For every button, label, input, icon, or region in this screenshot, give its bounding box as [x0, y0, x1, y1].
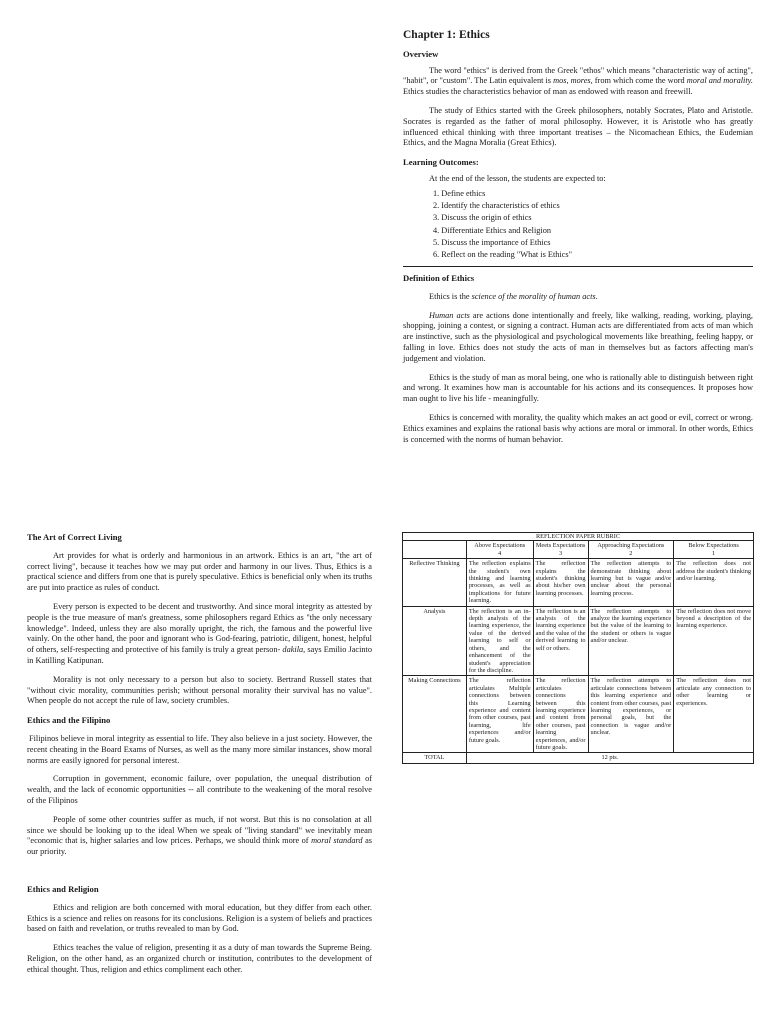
religion-paragraph-1: Ethics and religion are both concerned with moral education, but they differ from each other. Ethics is a science and relies on reasons for its conclusions. Religion is a system of beliefs and practices based on faith and revelation, or truths revealed to man by God.	[27, 902, 372, 934]
table-cell: The reflection is an in-depth analysis of the learning experience, the value of the derived learning to self or others, and the enhancement of the student's appreciation for the discipline.	[466, 606, 533, 676]
column-header	[466, 541, 533, 559]
religion-paragraph-2: Ethics teaches the value of religion, presenting it as a duty of man towards the Supreme Being. Religion, on the other hand, as an organized church or institution, contributes to the development of ethical thought. Thus, religion and ethics compliment each other.	[27, 943, 372, 974]
table-cell: The reflection articulates Multiple connections between this Learning experience and content from other courses, past learning, life experiences and/or future goals.	[466, 676, 533, 753]
total-value: 12 pts.	[466, 753, 753, 763]
total-label: TOTAL	[403, 753, 467, 763]
empty-header-cell	[403, 541, 467, 559]
column-label: Approaching Expectations	[597, 542, 665, 550]
criterion-cell: Analysis	[403, 606, 467, 676]
ethics-filipino-heading: Ethics and the Filipino	[27, 715, 111, 726]
column-header	[533, 541, 588, 559]
definition-paragraph-2: Human acts are actions done intentionally and freely, like walking, reading, working, playing, shopping, joining a contest, or signing a contract. Human acts are differentiated from acts of man which are instinctive, such as the physiological and psychological movements like breathing, feeling happy, or falling in love. Ethics does not study the acts of man in themselves but as factors affecting man's judgement and violation.	[403, 310, 753, 363]
ethics-religion-heading: Ethics and Religion	[27, 883, 99, 894]
divider	[403, 266, 753, 267]
overview-heading: Overview	[403, 48, 439, 59]
filipino-paragraph-2: Corruption in government, economic failure, over population, the unequal distribution of wealth, and the lack of economic opportunities -- all contribute to the weakening of the moral resolve of the Filipinos	[27, 774, 372, 805]
column-header	[674, 541, 754, 559]
column-points: 1	[712, 549, 716, 557]
table-cell: The reflection attempts to demonstrate thinking about learning but is vague and/or unclear about the personal learning process.	[588, 559, 674, 606]
left-article	[27, 532, 372, 976]
list-item: 3. Discuss the origin of ethics	[433, 213, 532, 223]
overview-paragraph-1: The word "ethics" is derived from the Greek "ethos" which means "characteristic way of acting", "habit", or "custom". The Latin equivalent is mos, mores, from which come the word moral and morality. Ethics studies the characteristics behavior of man as endowed with reason and freewill.	[403, 65, 753, 97]
column-label: Above Expectations	[474, 542, 526, 550]
art-paragraph-3: Morality is not only necessary to a person but also to society. Bertrand Russell states that "without civic morality, communities perish; without personal morality their survival has no value". When people do not accept the rule of law, society crumbles.	[27, 674, 372, 706]
definition-paragraph-4: Ethics is concerned with morality, the quality which makes an act good or evil, correct or wrong. Ethics examines and explains the rational basis why actions are moral or immoral. In other words, Ethics is concerned with the norms of human behavior.	[403, 413, 753, 444]
learning-outcomes-heading: Learning Outcomes:	[403, 157, 479, 168]
definition-paragraph-1: Ethics is the science of the morality of human acts.	[429, 291, 598, 301]
table-cell: The reflection does not articulate any connection to other learning or experiences.	[674, 676, 754, 753]
list-item: 6. Reflect on the reading "What is Ethics"	[433, 250, 573, 260]
table-title-row	[403, 533, 754, 541]
table-cell: The reflection does not address the student's thinking and/or learning.	[674, 559, 754, 606]
list-item: 2. Identify the characteristics of ethics	[433, 201, 560, 211]
filipino-paragraph-3: People of some other countries suffer as much, if not worst. But this is no consolation at all since we should be looking up to the ideal When we speak of "living standard" we inevitably mean "economic that is, higher salaries and low prices. Perhaps, we should think more of moral standard as our priority.	[27, 814, 372, 857]
art-paragraph-1: Art provides for what is orderly and harmonious in an artwork. Ethics is an art, "the art of correct living", because it teaches how we may put order and harmony in our lives. Thus, Ethics is a practical science and differs from one that is purely speculative. Ethics is beneficial only when its truths are put into practice as rules of conduct.	[27, 550, 372, 593]
table-row	[403, 559, 754, 606]
table-cell: The reflection attempts to articulate connections between this learning experience and content from other courses, past learning experiences, or personal goals, but the connection is vague and/or unclear.	[588, 676, 674, 753]
column-points: 2	[629, 549, 633, 557]
table-cell: The reflection explains the student's thinking about his/her own learning processes.	[533, 559, 588, 606]
table-total-row	[403, 753, 754, 763]
table-row	[403, 606, 754, 676]
chapter-title: Chapter 1: Ethics	[403, 29, 490, 41]
table-header-row	[403, 541, 754, 559]
filipino-paragraph-1: Filipinos believe in moral integrity as essential to life. They also believe in a just society. However, the recent cheating in the Board Exams of Nurses, as well as the many more similar instances, show moral norms are easily ignored for personal interest.	[27, 733, 372, 765]
chapter-section	[403, 30, 753, 445]
column-header	[588, 541, 674, 559]
column-points: 4	[498, 549, 502, 557]
list-item: 4. Differentiate Ethics and Religion	[433, 225, 552, 235]
criterion-cell: Making Connections	[403, 676, 467, 753]
definition-heading: Definition of Ethics	[403, 273, 475, 284]
reflection-rubric-table	[402, 532, 754, 764]
rubric-title: REFLECTION PAPER RUBRIC	[403, 533, 754, 541]
list-item: 5. Discuss the importance of Ethics	[433, 237, 551, 247]
table-cell: The reflection does not move beyond a description of the learning experience.	[674, 606, 754, 676]
definition-paragraph-3: Ethics is the study of man as moral being, one who is rationally able to distinguish between right and wrong. It examines how man is accountable for his actions and its consequences. It proposes how man ought to live his life - meaningfully.	[403, 372, 753, 404]
art-of-correct-living-heading: The Art of Correct Living	[27, 532, 122, 542]
table-cell: The reflection is an analysis of the learning experience and the value of the derived learning to self or others.	[533, 606, 588, 676]
table-cell: The reflection attempts to analyze the learning experience but the value of the learning to the student or others is vague and/or unclear.	[588, 606, 674, 676]
column-points: 3	[559, 549, 563, 557]
table-row	[403, 676, 754, 753]
column-label: Meets Expectations	[535, 542, 586, 550]
table-cell: The reflection articulates connections between this learning experience and content from other courses, past learning experiences, and/or future goals.	[533, 676, 588, 753]
learning-outcomes-intro: At the end of the lesson, the students are expected to:	[429, 173, 606, 183]
learning-outcomes-list	[433, 189, 753, 261]
overview-paragraph-2: The study of Ethics started with the Greek philosophers, notably Socrates, Plato and Aristotle. Socrates is regarded as the father of moral philosophy. However, it is Aristotle who has greatly influenced ethical thinking with three important treatises – the Nicomachean Ethics, the Eudemian Ethics, and the Magna Moralia (Great Ethics).	[403, 105, 753, 148]
table-cell: The reflection explains the student's own thinking and learning processes, as well as implications for future learning.	[466, 559, 533, 606]
criterion-cell: Reflective Thinking	[403, 559, 467, 606]
art-paragraph-2: Every person is expected to be decent and trustworthy. And since moral integrity as attested by people is the true measure of man's greatness, some philosophers regard Ethics as "the only necessary knowledge". Indeed, unless they are also morally upright, the rich, the famous and the powerful live vainly. On the other hand, the poor and ignorant who is God-fearing, patriotic, diligent, honest, helpful of others, self-respecting and protective of his family is truly a great person- dakila, says Emilio Jacinto in Katilling Katipunan.	[27, 601, 372, 665]
list-item: 1. Define ethics	[433, 188, 486, 198]
column-label: Below Expectations	[688, 542, 739, 550]
